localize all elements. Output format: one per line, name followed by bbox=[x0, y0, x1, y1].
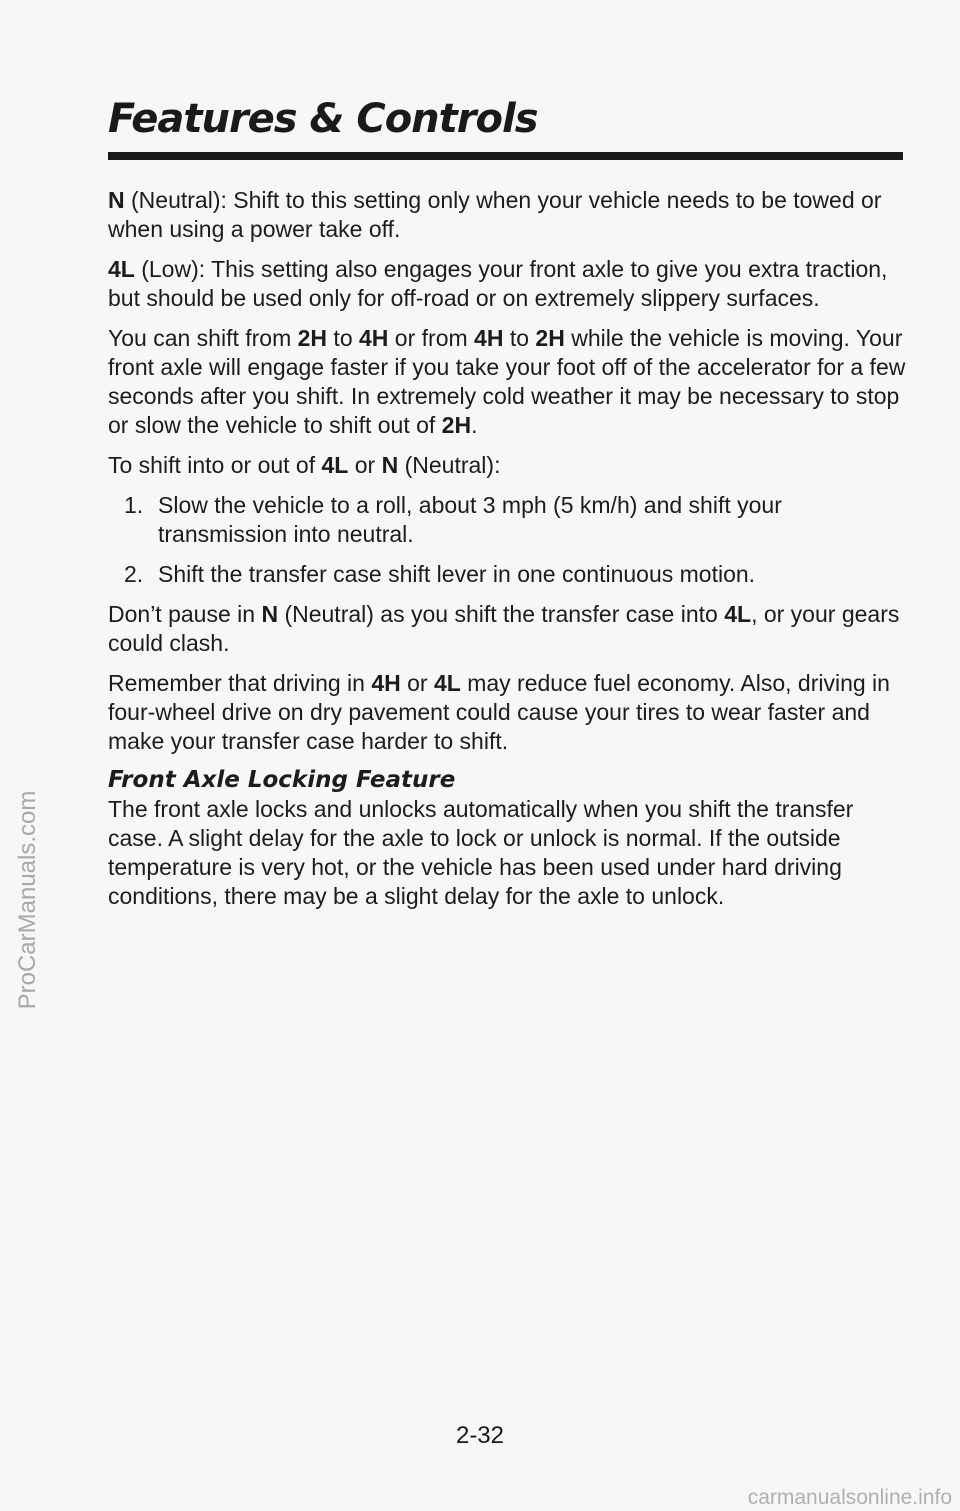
step-number: 2. bbox=[124, 561, 144, 587]
setting-label: 2H bbox=[535, 325, 565, 351]
bottom-watermark: carmanualsonline.info bbox=[747, 1486, 952, 1509]
step-text: Slow the vehicle to a roll, about 3 mph (5 km/h) and shift your transmission into neutral. bbox=[158, 492, 782, 547]
paragraph-text: (Low): This setting also engages your front axle to give you extra traction, but should be used only for off-road or on extremely slippery surfaces. bbox=[108, 256, 888, 311]
setting-label: 4H bbox=[371, 670, 401, 696]
setting-label: N bbox=[381, 452, 399, 478]
text-run: or bbox=[400, 670, 434, 696]
text-run: Remember that driving in bbox=[108, 670, 372, 696]
step-item bbox=[124, 560, 908, 589]
setting-label: 4H bbox=[359, 325, 389, 351]
paragraph-axle-locking: The front axle locks and unlocks automatically when you shift the transfer case. A slight delay for the axle to lock or unlock is normal. If the outside temperature is very hot, or the vehicle has been used under hard driving conditions, there may be a slight delay for the axle to unlock. bbox=[108, 796, 854, 909]
setting-label: 4L bbox=[321, 452, 349, 478]
text-run: To shift into or out of bbox=[108, 452, 322, 478]
paragraph-neutral bbox=[108, 186, 908, 244]
setting-label: 4H bbox=[474, 325, 504, 351]
setting-label: N bbox=[108, 187, 125, 213]
setting-label: N bbox=[261, 601, 279, 627]
page-title: Features & Controls bbox=[108, 96, 538, 142]
paragraph-low bbox=[108, 255, 908, 313]
text-run: while the vehicle is moving. Your front axle will engage faster if you take your foot off of the accelerator for a few seconds after you shift. In extremely cold weather it may be necessary to stop or slow the vehicle to shift out of bbox=[108, 325, 906, 438]
paragraph-shift-intro bbox=[108, 451, 908, 480]
paragraph-fuel-economy bbox=[108, 669, 908, 756]
setting-label: 2H bbox=[441, 412, 472, 438]
manual-content bbox=[108, 186, 908, 922]
step-item bbox=[124, 491, 908, 549]
setting-label: 4L bbox=[108, 256, 135, 282]
text-run: or bbox=[348, 452, 382, 478]
section-heading: Front Axle Locking Feature bbox=[108, 767, 456, 793]
paragraph-dont-pause bbox=[108, 600, 908, 658]
side-watermark: ProCarManuals.com bbox=[14, 790, 41, 1010]
step-text: Shift the transfer case shift lever in one continuous motion. bbox=[158, 561, 756, 587]
step-number: 1. bbox=[124, 492, 144, 518]
text-run: (Neutral) as you shift the transfer case into bbox=[278, 601, 725, 627]
page-number: 2-32 bbox=[455, 1422, 505, 1449]
text-run: (Neutral): bbox=[398, 452, 501, 478]
text-run: to bbox=[503, 325, 536, 351]
paragraph-text: (Neutral): Shift to this setting only when your vehicle needs to be towed or when using a power take off. bbox=[108, 187, 882, 242]
text-run: , or your gears could clash. bbox=[108, 601, 900, 656]
text-run: . bbox=[471, 412, 478, 438]
paragraph-shift-while-moving bbox=[108, 324, 908, 440]
setting-label: 4L bbox=[724, 601, 752, 627]
text-run: or from bbox=[388, 325, 475, 351]
text-run: You can shift from bbox=[108, 325, 298, 351]
setting-label: 2H bbox=[297, 325, 328, 351]
text-run: may reduce fuel economy. Also, driving in four-wheel drive on dry pavement could cause your tires to wear faster and make your transfer case harder to shift. bbox=[108, 670, 890, 754]
text-run: to bbox=[327, 325, 360, 351]
text-run: Don’t pause in bbox=[108, 601, 262, 627]
header-rule bbox=[108, 152, 903, 160]
setting-label: 4L bbox=[433, 670, 461, 696]
